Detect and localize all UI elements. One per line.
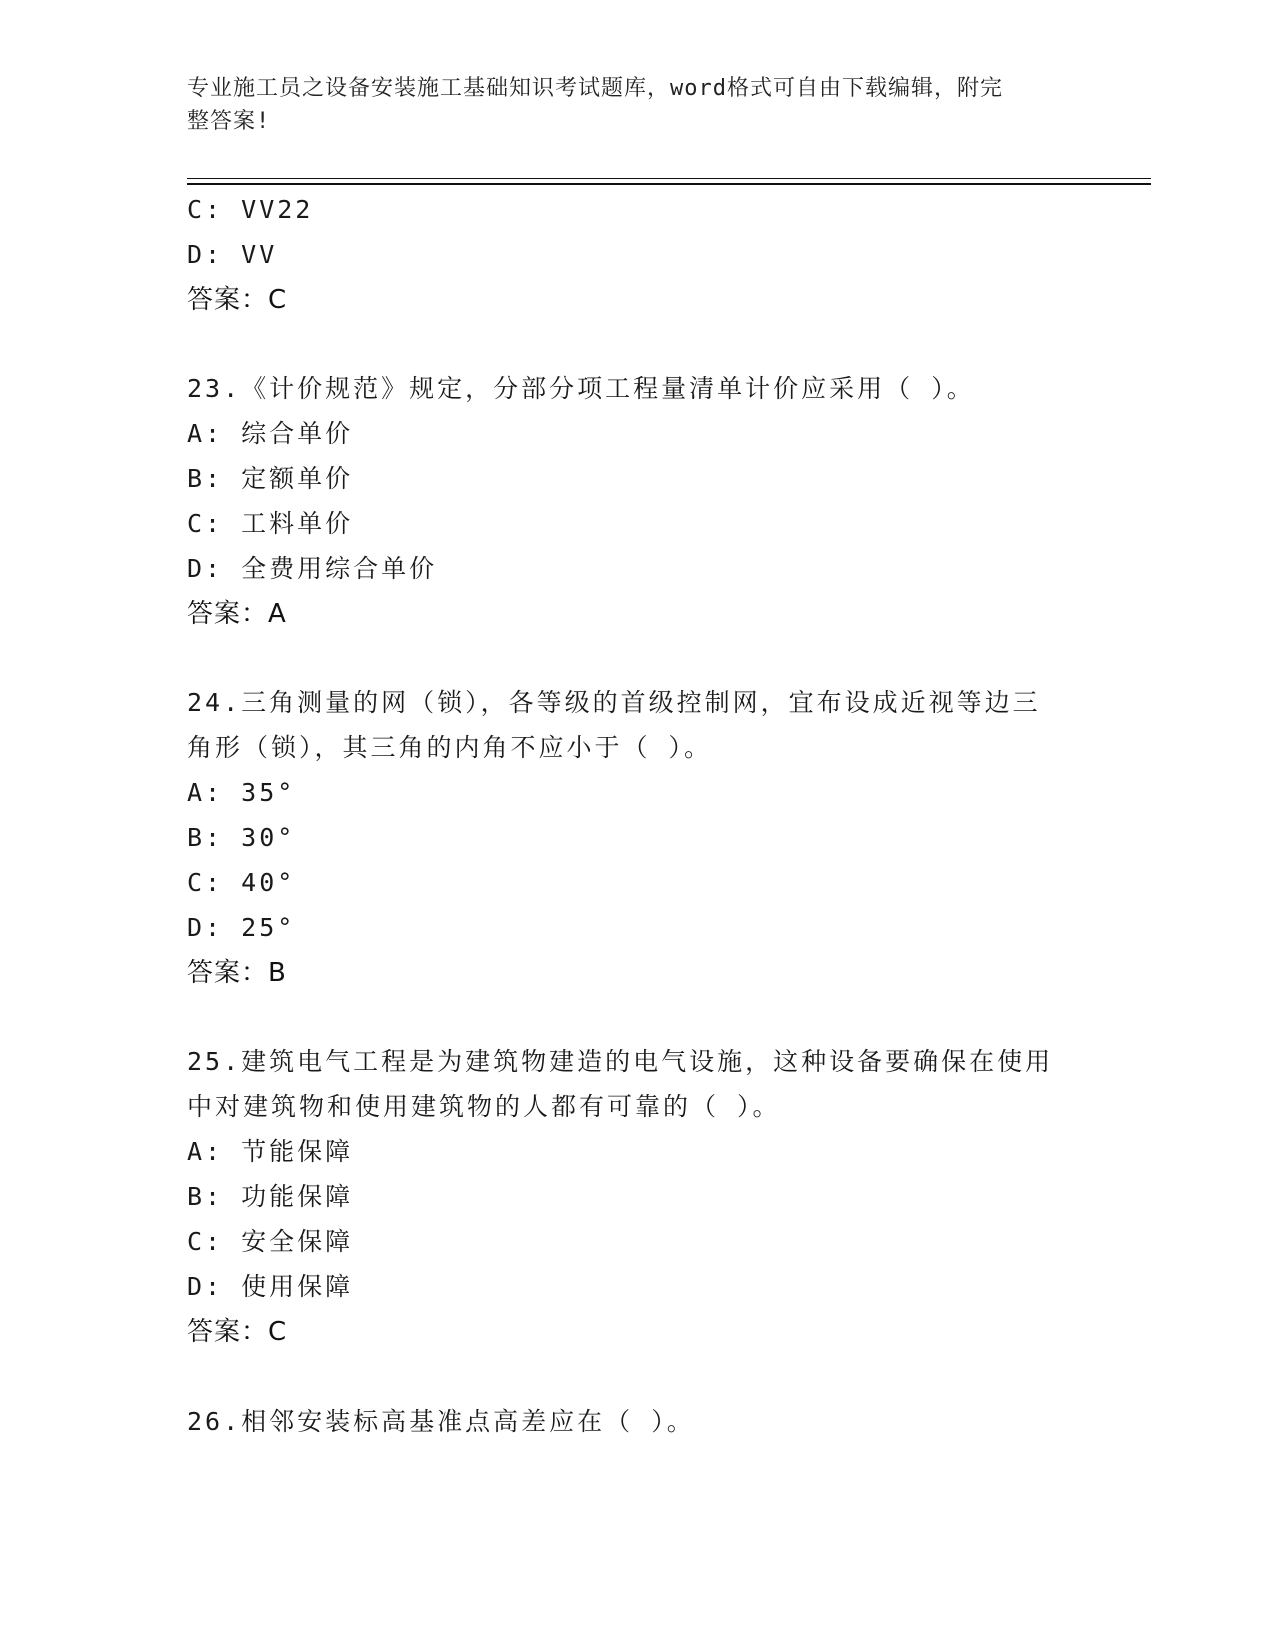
prev-option-c: C: VV22 — [187, 195, 314, 224]
q23-answer: 答案：A — [187, 599, 287, 629]
q24-option-d: D: 25° — [187, 913, 296, 942]
q26-stem: 26.相邻安装标高基准点高差应在（ ）。 — [187, 1407, 695, 1436]
q25-option-d: D: 使用保障 — [187, 1272, 354, 1301]
q25-answer: 答案：C — [187, 1317, 288, 1347]
prev-option-d: D: VV — [187, 240, 278, 269]
document-header — [187, 72, 1067, 138]
header-divider-thick — [187, 183, 1151, 185]
q23-option-d: D: 全费用综合单价 — [187, 554, 438, 583]
q24-option-a: A: 35° — [187, 778, 296, 807]
q25-stem-line-2: 中对建筑物和使用建筑物的人都有可靠的（ ）。 — [187, 1092, 781, 1121]
q23-option-b: B: 定额单价 — [187, 464, 354, 493]
q24-stem-line-1: 24.三角测量的网（锁），各等级的首级控制网，宜布设成近视等边三 — [187, 688, 1041, 717]
q25-option-a: A: 节能保障 — [187, 1137, 354, 1166]
q24-option-b: B: 30° — [187, 823, 296, 852]
q25-option-c: C: 安全保障 — [187, 1227, 354, 1256]
q24-answer: 答案：B — [187, 958, 287, 988]
header-line-1: 专业施工员之设备安装施工基础知识考试题库，word格式可自由下载编辑，附完 — [187, 76, 1003, 101]
q24-stem-line-2: 角形（锁），其三角的内角不应小于（ ）。 — [187, 733, 713, 762]
q24-option-c: C: 40° — [187, 868, 296, 897]
header-line-2: 整答案! — [187, 109, 271, 134]
q23-stem: 23.《计价规范》规定，分部分项工程量清单计价应采用（ ）。 — [187, 374, 975, 403]
q23-option-a: A: 综合单价 — [187, 419, 354, 448]
q25-option-b: B: 功能保障 — [187, 1182, 354, 1211]
q23-option-c: C: 工料单价 — [187, 509, 354, 538]
q25-stem-line-1: 25.建筑电气工程是为建筑物建造的电气设施，这种设备要确保在使用 — [187, 1047, 1054, 1076]
prev-answer: 答案：C — [187, 285, 288, 315]
header-divider-thin — [187, 178, 1151, 179]
